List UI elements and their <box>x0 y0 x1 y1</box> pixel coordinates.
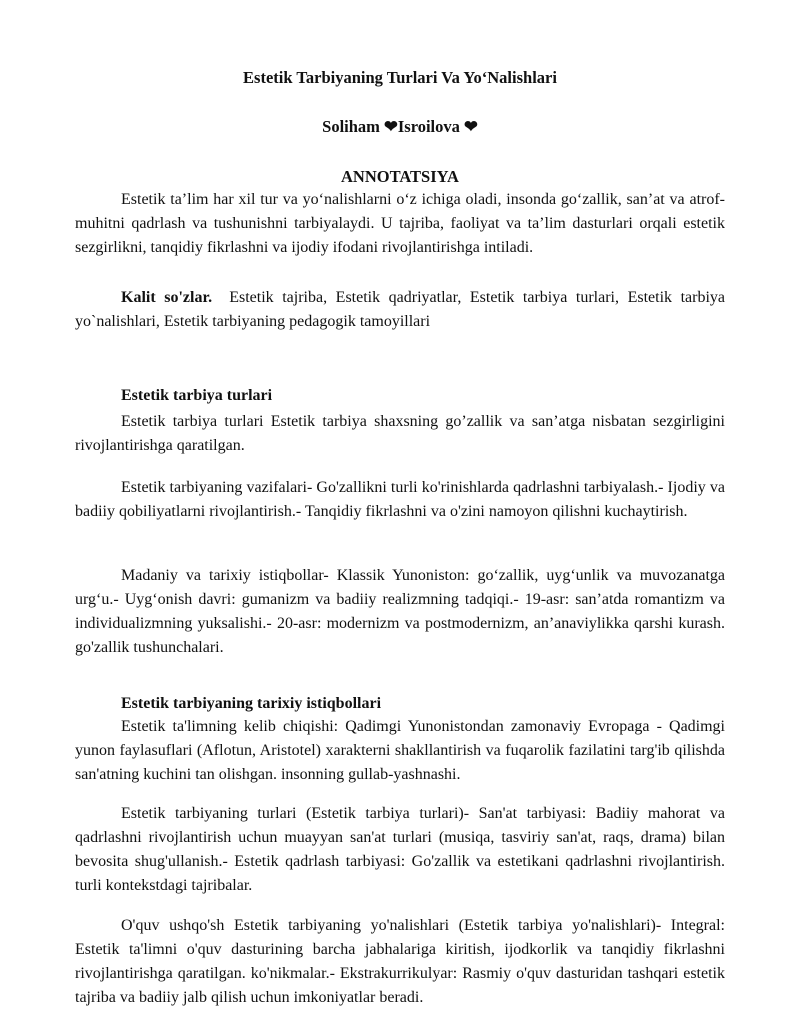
section1-paragraph-3: Madaniy va tarixiy istiqbollar- Klassik Yunoniston: go‘zallik, uyg‘unlik va muvozanatga urg‘u.- Uyg‘onish davri: gumanizm va badiiy realizmning tadqiqi.- 19-asr: san’atda romantizm va individualizmning yuksalishi.- 20-asr: modernizm va postmodernizm, an’anaviylikka qarshi kurash. go'zallik tushunchalari. <box>75 567 725 656</box>
section2-paragraph-2: Estetik tarbiyaning turlari (Estetik tarbiya turlari)- San'at tarbiyasi: Badiiy mahorat va qadrlashni rivojlantirish uchun muayyan san'at turlari (musiqa, tasviriy san'at, raqs, drama) bilan bevosita shug'ullanish.- Estetik qadrlash tarbiyasi: Go'zallik va estetikani qadrlashni rivojlantirish. turli kontekstdagi tajribalar. <box>75 805 725 894</box>
keywords-label: Kalit so'zlar. <box>121 289 213 306</box>
section2-paragraph-3: O'quv ushqo'sh Estetik tarbiyaning yo'nalishlari (Estetik tarbiya yo'nalishlari)- Integral: Estetik ta'limni o'quv dasturining barcha jabhalariga kiritish, ijodkorlik va tanqidiy fikrlashni rivojlantirishga qaratilgan. ko'nikmalar.- Ekstrakurrikulyar: Rasmiy o'quv dasturidan tashqari estetik tajriba va badiiy jalb qilish uchun imkoniyatlar beradi. <box>75 917 725 1006</box>
annotation-text: Estetik ta’lim har xil tur va yo‘nalishlarni o‘z ichiga oladi, insonda go‘zallik, san’at va atrof-muhitni qadrlash va tushunishni tarbiyalaydi. U tajriba, faoliyat va ta’lim dasturlari orqali estetik sezgirlikni, tanqidiy fikrlashni va ijodiy ifodani rivojlantirishga intiladi. <box>75 191 725 256</box>
annotation-heading: ANNOTATSIYA <box>341 167 459 186</box>
keywords-text: Estetik tajriba, Estetik qadriyatlar, Estetik tarbiya turlari, Estetik tarbiya yo`nalishlari, Estetik tarbiyaning pedagogik tamoyillari <box>75 289 726 330</box>
section1-paragraph-1: Estetik tarbiya turlari Estetik tarbiya shaxsning go’zallik va san’atga nisbatan sezgirligini rivojlantirishga qaratilgan. <box>75 413 725 454</box>
paper-title: Estetik Tarbiyaning Turlari Va Yo‘Nalishlari <box>243 68 557 87</box>
keywords-paragraph <box>75 286 725 334</box>
author-name: Soliham ❤Isroilova ❤ <box>322 117 478 136</box>
section2-paragraph-1: Estetik ta'limning kelib chiqishi: Qadimgi Yunonistondan zamonaviy Evropaga - Qadimgi yunon faylasuflari (Aflotun, Aristotel) xarakterni shakllantirish va fuqarolik fazilatini targ'ib qilishda san'atning kuchini tan olishgan. insonning gullab-yashnashi. <box>75 718 725 783</box>
section-heading-istiqbollari: Estetik tarbiyaning tarixiy istiqbollari <box>121 695 382 712</box>
section-heading-turlari: Estetik tarbiya turlari <box>121 387 273 404</box>
section1-paragraph-2: Estetik tarbiyaning vazifalari- Go'zallikni turli ko'rinishlarda qadrlashni tarbiyalash.- Ijodiy va badiiy qobiliyatlarni rivojlantirish.- Tanqidiy fikrlashni va o'zini namoyon qilishni kuchaytirish. <box>75 479 725 520</box>
